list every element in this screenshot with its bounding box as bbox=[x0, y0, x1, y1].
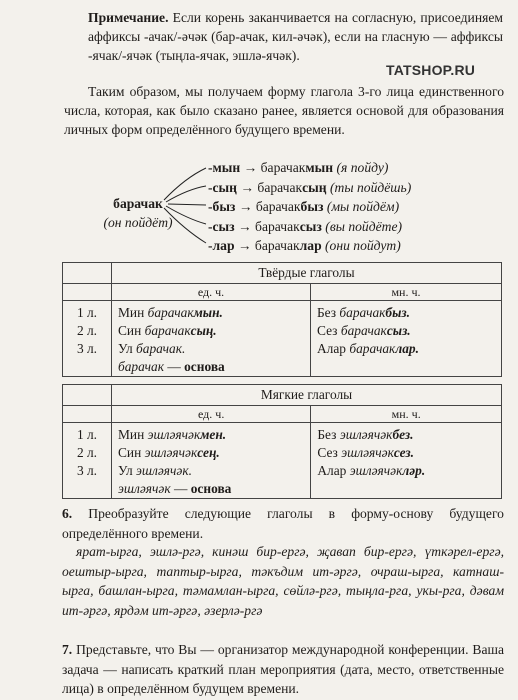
base-dash: — bbox=[173, 481, 188, 496]
form-ending: мын bbox=[305, 160, 334, 175]
verb-ending: сың. bbox=[190, 323, 217, 338]
conjugation-line bbox=[317, 462, 495, 480]
base-label: основа bbox=[184, 359, 225, 374]
arrow: → bbox=[243, 160, 258, 175]
conjugation-line bbox=[317, 444, 495, 462]
verb-stem: эшләячәк bbox=[147, 427, 201, 442]
base-label: основа bbox=[190, 481, 232, 496]
exercise-6-number: 6. bbox=[62, 506, 73, 521]
person-label: 2 л. bbox=[76, 445, 98, 460]
watermark: TATSHOP.RU bbox=[386, 62, 476, 78]
base-line bbox=[118, 358, 304, 376]
exercise-7-number: 7. bbox=[62, 642, 73, 657]
verb-words: ярат-ырга, эшлә-ргә, кинәш бир-ергә, җавап бир-ергә, үткәрел-ергә, оештыр-ырга, таптыр-ырга, тәкъдим ит-әргә, очраш-ырга, катнаш-ырга, башлан-ырга, тәмамлан-ырга, сөйлә-ргә, тыңла-рга, укы-рга, дәвам ит-әргә, ярдәм ит-әргә, әзерлә-ргә bbox=[62, 544, 504, 618]
form-stem: барачак bbox=[255, 218, 300, 234]
conjugation-line bbox=[118, 304, 304, 322]
verb-stem: барачак bbox=[147, 305, 194, 320]
arrow: → bbox=[240, 179, 255, 195]
pronoun: Ул bbox=[118, 463, 133, 478]
hard-col-plural: мн. ч. bbox=[310, 284, 501, 301]
soft-corner-sub bbox=[63, 406, 112, 423]
paragraph-text: Таким образом, мы получаем форму глагола 3-го лица единственного числа, которая, как было сказано ранее, является основой для образования личных форм определённого будущего времени. bbox=[64, 84, 504, 137]
hard-corner bbox=[63, 263, 112, 284]
conjugation-line bbox=[118, 444, 304, 462]
hard-corner-sub bbox=[63, 284, 112, 301]
form-ending: лар bbox=[299, 238, 322, 253]
pronoun: Без bbox=[316, 305, 337, 320]
base-word: барачак bbox=[118, 359, 164, 374]
form-translation: (ты пойдёшь) bbox=[330, 179, 412, 195]
pronoun: Алар bbox=[317, 463, 347, 478]
affix: -мын bbox=[208, 160, 241, 175]
verb-ending: быз. bbox=[385, 305, 410, 320]
soft-persons bbox=[63, 423, 112, 499]
pronoun: Сез bbox=[316, 323, 338, 338]
exercise-6-text: Преобразуйте следующие глаголы в форму-основу будущего определённого времени. bbox=[62, 506, 504, 541]
form-ending: сыз bbox=[299, 218, 322, 234]
affix-form-row bbox=[208, 217, 411, 237]
verb-ending: сең. bbox=[197, 445, 220, 460]
person-label: 3 л. bbox=[76, 341, 98, 356]
pronoun: Син bbox=[118, 445, 142, 460]
verb-stem: барачак bbox=[349, 341, 396, 356]
pronoun: Ул bbox=[118, 341, 133, 356]
form-stem: барачак bbox=[255, 199, 301, 214]
affix-form-row bbox=[208, 158, 411, 178]
verb-ending: без. bbox=[392, 427, 414, 442]
exercise-6 bbox=[62, 504, 504, 543]
soft-title: Мягкие глаголы bbox=[112, 385, 502, 406]
person-label: 1 л. bbox=[76, 305, 98, 320]
verb-ending: мын. bbox=[193, 305, 223, 320]
verb-ending: сез. bbox=[393, 445, 414, 460]
affix: -сыз bbox=[208, 218, 235, 234]
conjugation-line bbox=[118, 340, 304, 358]
affix: -лар bbox=[208, 238, 235, 253]
conjugation-line bbox=[118, 462, 304, 480]
arrow: → bbox=[238, 218, 252, 234]
pronoun: Мин bbox=[118, 427, 145, 442]
verb-stem: эшләячәк. bbox=[136, 463, 192, 478]
person-label: 2 л. bbox=[76, 323, 98, 338]
soft-plural bbox=[311, 423, 502, 499]
pronoun: Алар bbox=[316, 341, 346, 356]
verb-stem: барачак bbox=[339, 305, 386, 320]
arrow: → bbox=[238, 199, 253, 214]
conjugation-line bbox=[317, 426, 495, 444]
conjugation-line bbox=[118, 322, 304, 340]
verb-stem: эшләячәк bbox=[144, 445, 198, 460]
hard-col-singular: ед. ч. bbox=[112, 284, 311, 301]
arrow: → bbox=[237, 238, 252, 253]
affix: -сың bbox=[208, 179, 238, 195]
soft-col-plural: мн. ч. bbox=[311, 406, 502, 423]
person-label: 1 л. bbox=[76, 427, 98, 442]
verb-stem bbox=[92, 194, 184, 232]
hard-plural bbox=[310, 301, 501, 377]
verb-ending: мен. bbox=[200, 427, 227, 442]
verb-stem: барачак bbox=[144, 323, 191, 338]
soft-singular bbox=[112, 423, 311, 499]
conjugation-line bbox=[317, 340, 495, 358]
stem-word: барачак bbox=[113, 196, 163, 211]
verb-ending: ләр. bbox=[402, 463, 426, 478]
verb-stem: эшләячәк bbox=[339, 427, 393, 442]
affix-form-row bbox=[208, 236, 411, 256]
affix-form-row bbox=[208, 178, 411, 198]
hard-singular bbox=[112, 301, 311, 377]
soft-verbs-table bbox=[62, 384, 502, 499]
verb-word-list bbox=[62, 542, 504, 620]
pronoun: Сез bbox=[317, 445, 338, 460]
verb-stem: барачак. bbox=[136, 341, 186, 356]
exercise-7 bbox=[62, 640, 504, 699]
person-label: 3 л. bbox=[76, 463, 98, 478]
verb-stem: барачак bbox=[340, 323, 387, 338]
conjugation-line bbox=[118, 426, 304, 444]
pronoun: Без bbox=[317, 427, 337, 442]
base-dash: — bbox=[167, 359, 181, 374]
verb-ending: лар. bbox=[395, 341, 419, 356]
form-translation: (я пойду) bbox=[336, 160, 389, 175]
soft-corner bbox=[63, 385, 112, 406]
form-translation: (вы пойдёте) bbox=[325, 218, 403, 234]
form-translation: (мы пойдём) bbox=[326, 199, 400, 214]
form-ending: сың bbox=[302, 179, 327, 195]
affix-forms bbox=[208, 158, 411, 256]
affix: -быз bbox=[208, 199, 236, 214]
form-translation: (они пойдут) bbox=[325, 238, 401, 253]
form-stem: барачак bbox=[254, 238, 300, 253]
base-word: эшләячәк bbox=[118, 481, 171, 496]
hard-verbs-table bbox=[62, 262, 502, 377]
verb-stem: эшләячәк bbox=[349, 463, 403, 478]
affix-form-row bbox=[208, 197, 411, 217]
note-label: Примечание. bbox=[88, 10, 169, 25]
exercise-7-text: Представьте, что Вы — организатор международной конференции. Ваша задача — написать краткий план мероприятия (дата, место, ответственные лица) в определённом будущем времени. bbox=[62, 642, 504, 696]
form-stem: барачак bbox=[260, 160, 306, 175]
stem-translation: (он пойдёт) bbox=[103, 215, 173, 230]
form-stem: барачак bbox=[257, 179, 303, 195]
hard-title: Твёрдые глаголы bbox=[112, 263, 502, 284]
form-ending: быз bbox=[300, 199, 324, 214]
note-text: Если корень заканчивается на согласную, присоединяем аффиксы -ачак/-әчәк (бар-ачак, кил-әчәк), если на гласную — аффиксы -ячак/-ячәк (тыңла-ячак, эшлә-ячәк). bbox=[88, 10, 503, 63]
pronoun: Мин bbox=[118, 305, 145, 320]
conjugation-line bbox=[317, 304, 495, 322]
hard-persons bbox=[63, 301, 112, 377]
conjugation-line bbox=[317, 322, 495, 340]
base-line bbox=[118, 480, 304, 498]
soft-col-singular: ед. ч. bbox=[112, 406, 311, 423]
verb-ending: сыз. bbox=[386, 323, 411, 338]
verb-stem: эшләячәк bbox=[341, 445, 394, 460]
pronoun: Син bbox=[118, 323, 142, 338]
